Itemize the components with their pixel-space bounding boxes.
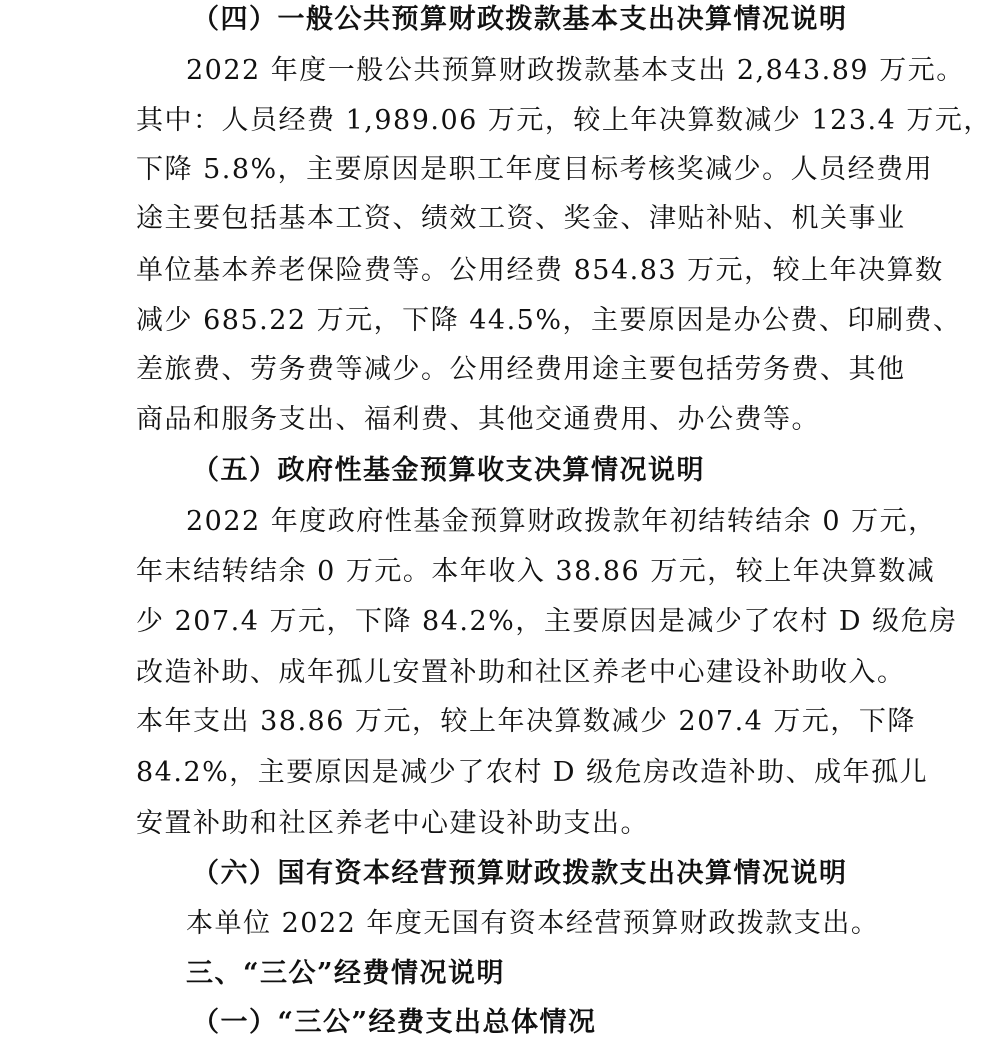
section5-line-1: 2022 年度政府性基金预算财政拨款年初结转结余 0 万元， xyxy=(186,506,937,537)
section4-line-7: 差旅费、劳务费等减少。公用经费用途主要包括劳务费、其他 xyxy=(136,354,906,385)
section4-line-3: 下降 5.8%，主要原因是职工年度目标考核奖减少。人员经费用 xyxy=(136,154,934,185)
section4-line-8: 商品和服务支出、福利费、其他交通费用、办公费等。 xyxy=(136,404,820,435)
section4-line-1: 2022 年度一般公共预算财政拨款基本支出 2,843.89 万元。 xyxy=(186,55,965,86)
section5-line-2: 年末结转结余 0 万元。本年收入 38.86 万元，较上年决算数减 xyxy=(136,556,936,587)
section5-line-3: 少 207.4 万元，下降 84.2%，主要原因是减少了农村 D 级危房 xyxy=(136,606,958,637)
part3-heading: 三、“三公”经费情况说明 xyxy=(186,958,506,989)
section5-line-4: 改造补助、成年孤儿安置补助和社区养老中心建设补助收入。 xyxy=(136,657,906,688)
part3-subheading-1: （一）“三公”经费支出总体情况 xyxy=(192,1007,597,1038)
section5-line-7: 安置补助和社区养老中心建设补助支出。 xyxy=(136,808,649,839)
section4-line-5: 单位基本养老保险费等。公用经费 854.83 万元，较上年决算数 xyxy=(136,255,944,286)
section4-line-2: 其中：人员经费 1,989.06 万元，较上年决算数减少 123.4 万元， xyxy=(136,105,992,136)
section5-heading: （五）政府性基金预算收支决算情况说明 xyxy=(192,455,705,486)
section6-line-1: 本单位 2022 年度无国有资本经营预算财政拨款支出。 xyxy=(186,908,880,939)
section5-line-5: 本年支出 38.86 万元，较上年决算数减少 207.4 万元，下降 xyxy=(136,706,916,737)
section5-line-6: 84.2%，主要原因是减少了农村 D 级危房改造补助、成年孤儿 xyxy=(136,757,929,788)
section4-line-6: 减少 685.22 万元，下降 44.5%，主要原因是办公费、印刷费、 xyxy=(136,305,962,336)
section4-line-4: 途主要包括基本工资、绩效工资、奖金、津贴补贴、机关事业 xyxy=(136,203,906,234)
section6-heading: （六）国有资本经营预算财政拨款支出决算情况说明 xyxy=(192,858,848,889)
section4-heading: （四）一般公共预算财政拨款基本支出决算情况说明 xyxy=(192,4,848,35)
